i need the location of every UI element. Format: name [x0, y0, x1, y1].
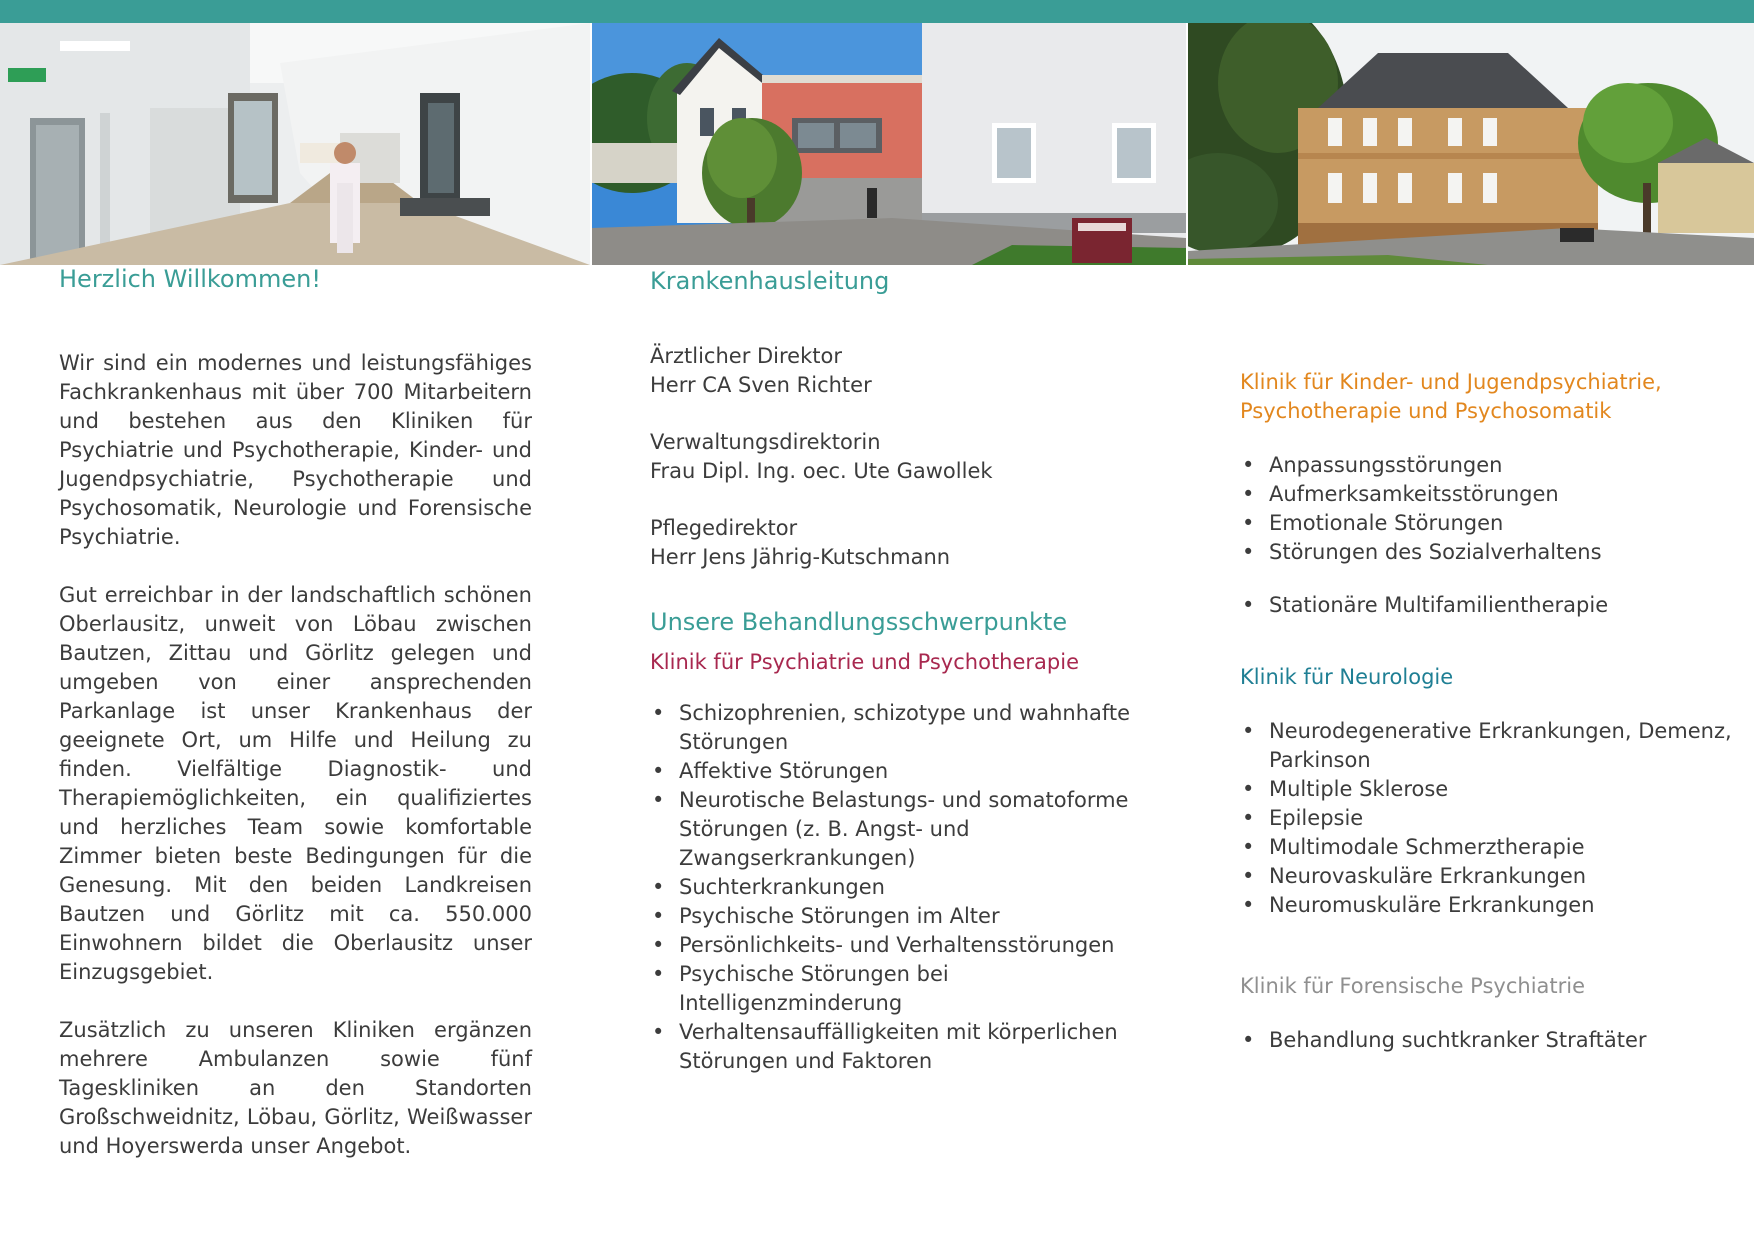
list-item: • Störungen des Sozialverhaltens — [1240, 538, 1740, 567]
management-heading: Krankenhausleitung — [650, 267, 890, 295]
leader-block — [650, 428, 1140, 486]
bullet-icon: • — [1242, 806, 1255, 830]
welcome-column — [59, 265, 532, 1161]
bullet-icon: • — [652, 875, 665, 899]
list-item: • Affektive Störungen — [650, 757, 1140, 786]
bullet-icon: • — [1242, 511, 1255, 535]
bullet-icon: • — [652, 1020, 665, 1044]
leader-role: Ärztlicher Direktor — [650, 344, 842, 368]
management-column — [650, 265, 1140, 1076]
list-item: • Behandlung suchtkranker Straftäter — [1240, 1026, 1740, 1055]
welcome-paragraph-2: Gut erreichbar in der landschaftlich schönen Oberlausitz, unweit von Löbau zwischen Bautzen, Zittau und Görlitz gelegen und umgeben von einer ansprechenden Parkanlage ist unser Krankenhaus der geeignete Ort, um Hilfe und Heilung zu finden. Vielfältige Diagnostik- und Therapiemöglichkeiten, ein qualifiziertes und herzliches Team sowie komfortable Zimmer bieten beste Bedingungen für die Genesung. Mit den beiden Landkreisen Bautzen und Görlitz mit ca. 550.000 Einwohnern bildet die Oberlausitz unser Einzugsgebiet. — [59, 583, 532, 984]
list-item: • Multimodale Schmerztherapie — [1240, 833, 1740, 862]
list-item: • Verhaltensauffälligkeiten mit körperlichen Störungen und Faktoren — [652, 1020, 1118, 1073]
photo-clinic-building — [592, 23, 1186, 265]
list-item: • Psychische Störungen im Alter — [650, 902, 1140, 931]
bullet-icon: • — [1242, 719, 1255, 743]
leader-role: Verwaltungsdirektorin — [650, 430, 881, 454]
clinic-child-youth-extra — [1240, 591, 1740, 620]
list-item: • Epilepsie — [1240, 804, 1740, 833]
bullet-icon: • — [652, 962, 665, 986]
list-item: • Neurotische Belastungs- und somatoforme Störungen (z. B. Angst- und Zwangserkrankungen) — [652, 788, 1129, 870]
list-item: • Aufmerksamkeitsstörungen — [1240, 480, 1740, 509]
list-item: • Schizophrenien, schizotype und wahnhafte Störungen — [652, 701, 1131, 754]
leader-name: Herr CA Sven Richter — [650, 373, 872, 397]
list-item: • Neurodegenerative Erkrankungen, Demenz, Parkinson — [1242, 719, 1732, 772]
bullet-icon: • — [1242, 777, 1255, 801]
treatment-focus-heading: Unsere Behandlungsschwerpunkte — [650, 608, 1068, 636]
leader-name: Herr Jens Jährig-Kutschmann — [650, 545, 951, 569]
bullet-icon: • — [1242, 593, 1255, 617]
bullet-icon: • — [1242, 1028, 1255, 1052]
bullet-icon: • — [1242, 540, 1255, 564]
bullet-icon: • — [1242, 453, 1255, 477]
clinic-child-youth-title: Klinik für Kinder- und Jugendpsychiatrie, Psychotherapie und Psychosomatik — [1240, 370, 1662, 423]
bullet-icon: • — [652, 759, 665, 783]
clinic-neurology-title: Klinik für Neurologie — [1240, 665, 1454, 689]
welcome-heading: Herzlich Willkommen! — [59, 265, 321, 293]
clinic-psychiatry-list — [650, 699, 1140, 1076]
photo-historic-building — [1188, 23, 1754, 265]
clinic-child-youth-list — [1240, 451, 1740, 567]
list-item: • Neuromuskuläre Erkrankungen — [1240, 891, 1740, 920]
clinics-column — [1240, 265, 1740, 1055]
clinic-neurology-list — [1240, 717, 1740, 920]
welcome-paragraph-1: Wir sind ein modernes und leistungsfähiges Fachkrankenhaus mit über 700 Mitarbeitern und bestehen aus den Kliniken für Psychiatrie und Psychotherapie, Kinder- und Jugendpsychiatrie, Psychotherapie und Psychosomatik, Neurologie und Forensische Psychiatrie. — [59, 351, 532, 549]
list-item: • Persönlichkeits- und Verhaltensstörungen — [650, 931, 1140, 960]
leader-name: Frau Dipl. Ing. oec. Ute Gawollek — [650, 459, 993, 483]
bullet-icon: • — [652, 701, 665, 725]
photo-hospital-corridor — [0, 23, 590, 265]
bullet-icon: • — [1242, 835, 1255, 859]
list-item: • Anpassungsstörungen — [1240, 451, 1740, 480]
bullet-icon: • — [1242, 482, 1255, 506]
clinic-forensic-title: Klinik für Forensische Psychiatrie — [1240, 974, 1586, 998]
bullet-icon: • — [1242, 893, 1255, 917]
list-item: • Suchterkrankungen — [650, 873, 1140, 902]
bullet-icon: • — [652, 904, 665, 928]
leader-block — [650, 342, 1140, 400]
list-item: • Stationäre Multifamilientherapie — [1240, 591, 1740, 620]
clinic-psychiatry-title: Klinik für Psychiatrie und Psychotherapie — [650, 650, 1079, 674]
bullet-icon: • — [652, 933, 665, 957]
bullet-icon: • — [652, 788, 665, 812]
list-item: • Psychische Störungen bei Intelligenzminderung — [652, 962, 949, 1015]
clinic-forensic-list — [1240, 1026, 1740, 1055]
list-item: • Emotionale Störungen — [1240, 509, 1740, 538]
leader-role: Pflegedirektor — [650, 516, 798, 540]
top-accent-bar — [0, 0, 1754, 23]
leader-block — [650, 514, 1140, 572]
list-item: • Multiple Sklerose — [1240, 775, 1740, 804]
bullet-icon: • — [1242, 864, 1255, 888]
list-item: • Neurovaskuläre Erkrankungen — [1240, 862, 1740, 891]
welcome-paragraph-3: Zusätzlich zu unseren Kliniken ergänzen mehrere Ambulanzen sowie fünf Tageskliniken an den Standorten Großschweidnitz, Löbau, Görlitz, Weißwasser und Hoyerswerda unser Angebot. — [59, 1018, 532, 1158]
